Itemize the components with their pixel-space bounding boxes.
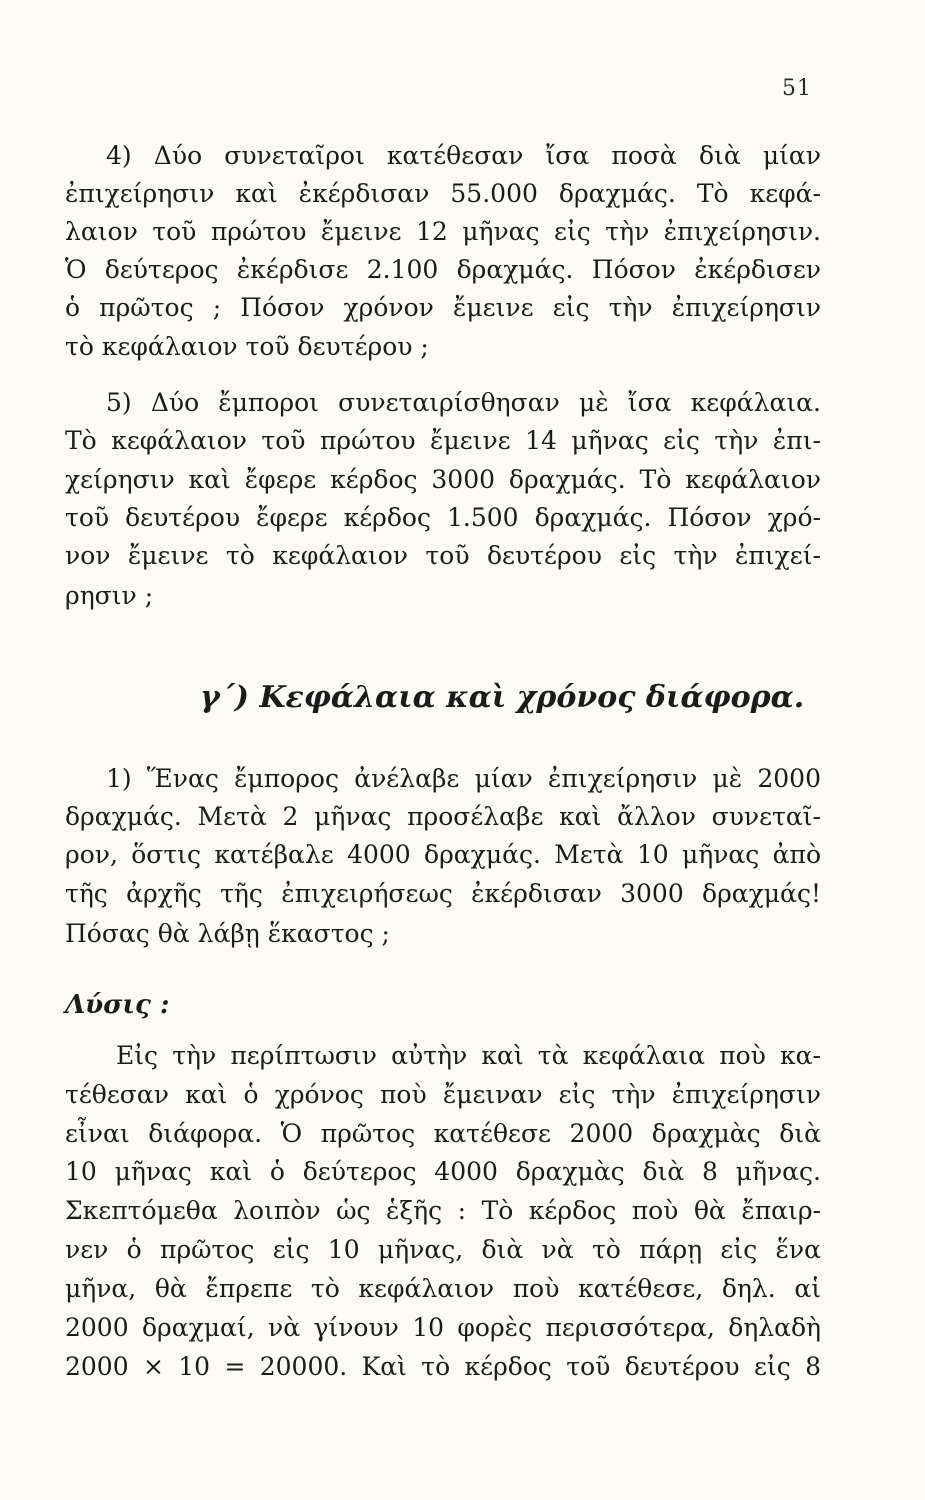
problem-4-line-3: λαιον τοῦ πρώτου ἔμεινε 12 μῆνας εἰς τὴν ἐπιχείρησιν.	[65, 217, 821, 246]
problem-5-line-2: Τὸ κεφάλαιον τοῦ πρώτου ἔμεινε 14 μῆνας εἰς τὴν ἐπι-	[65, 426, 821, 455]
section-heading: γ΄) Κεφάλαια καὶ χρόνος διάφορα.	[200, 680, 805, 715]
problem-5-line-5: νον ἔμεινε τὸ κεφάλαιον τοῦ δευτέρου εἰς τὴν ἐπιχεί-	[65, 541, 821, 570]
solution-line-2: τέθεσαν καὶ ὁ χρόνος ποὺ ἔμειναν εἰς τὴν ἐπιχείρησιν	[65, 1080, 821, 1109]
solution-line-3: εἶναι διάφορα. Ὁ πρῶτος κατέθεσε 2000 δραχμὰς διὰ	[65, 1119, 821, 1148]
problem-4-line-1: 4) Δύο συνεταῖροι κατέθεσαν ἴσα ποσὰ διὰ μίαν	[106, 141, 821, 170]
solution-line-1: Εἰς τὴν περίπτωσιν αὐτὴν καὶ τὰ κεφάλαια ποὺ κα-	[116, 1041, 821, 1070]
solution-line-4: 10 μῆνας καὶ ὁ δεύτερος 4000 δραχμὰς διὰ 8 μῆνας.	[65, 1157, 821, 1186]
solution-line-6: νεν ὁ πρῶτος εἰς 10 μῆνας, διὰ νὰ τὸ πάρῃ εἰς ἕνα	[65, 1235, 821, 1264]
problem-4-line-5: ὁ πρῶτος ; Πόσον χρόνον ἔμεινε εἰς τὴν ἐπιχείρησιν	[65, 293, 821, 322]
problem-4-line-4: Ὁ δεύτερος ἐκέρδισε 2.100 δραχμάς. Πόσον ἐκέρδισεν	[65, 255, 821, 284]
example-line-1: 1) Ἕνας ἔμπορος ἀνέλαβε μίαν ἐπιχείρησιν μὲ 2000	[106, 764, 821, 793]
problem-5-line-1: 5) Δύο ἔμποροι συνεταιρίσθησαν μὲ ἴσα κεφάλαια.	[106, 388, 821, 417]
problem-5-line-4: τοῦ δευτέρου ἔφερε κέρδος 1.500 δραχμάς. Πόσον χρό-	[65, 503, 821, 532]
solution-line-8: 2000 δραχμαί, νὰ γίνουν 10 φορὲς περισσότερα, δηλαδὴ	[65, 1313, 821, 1342]
problem-4-line-6: τὸ κεφάλαιον τοῦ δευτέρου ;	[65, 332, 429, 361]
example-line-3: ρον, ὅστις κατέβαλε 4000 δραχμάς. Μετὰ 10 μῆνας ἀπὸ	[65, 840, 821, 869]
problem-5-line-3: χείρησιν καὶ ἔφερε κέρδος 3000 δραχμάς. Τὸ κεφάλαιον	[65, 465, 821, 494]
example-line-4: τῆς ἀρχῆς τῆς ἐπιχειρήσεως ἐκέρδισαν 3000 δραχμάς!	[65, 879, 821, 908]
problem-5-line-6: ρησιν ;	[65, 581, 154, 610]
problem-4-line-2: ἐπιχείρησιν καὶ ἐκέρδισαν 55.000 δραχμάς. Τὸ κεφά-	[65, 179, 821, 208]
solution-line-7: μῆνα, θὰ ἔπρεπε τὸ κεφάλαιον ποὺ κατέθεσε, δηλ. αἱ	[65, 1274, 821, 1303]
solution-line-9: 2000 × 10 = 20000. Καὶ τὸ κέρδος τοῦ δευτέρου εἰς 8	[65, 1352, 821, 1381]
solution-label: Λύσις :	[65, 990, 170, 1020]
solution-line-5: Σκεπτόμεθα λοιπὸν ὡς ἑξῆς : Τὸ κέρδος ποὺ θὰ ἔπαιρ-	[65, 1196, 821, 1225]
example-line-2: δραχμάς. Μετὰ 2 μῆνας προσέλαβε καὶ ἄλλον συνεταῖ-	[65, 802, 821, 831]
example-line-5: Πόσας θὰ λάβῃ ἕκαστος ;	[65, 919, 390, 948]
page-number: 51	[782, 76, 812, 101]
